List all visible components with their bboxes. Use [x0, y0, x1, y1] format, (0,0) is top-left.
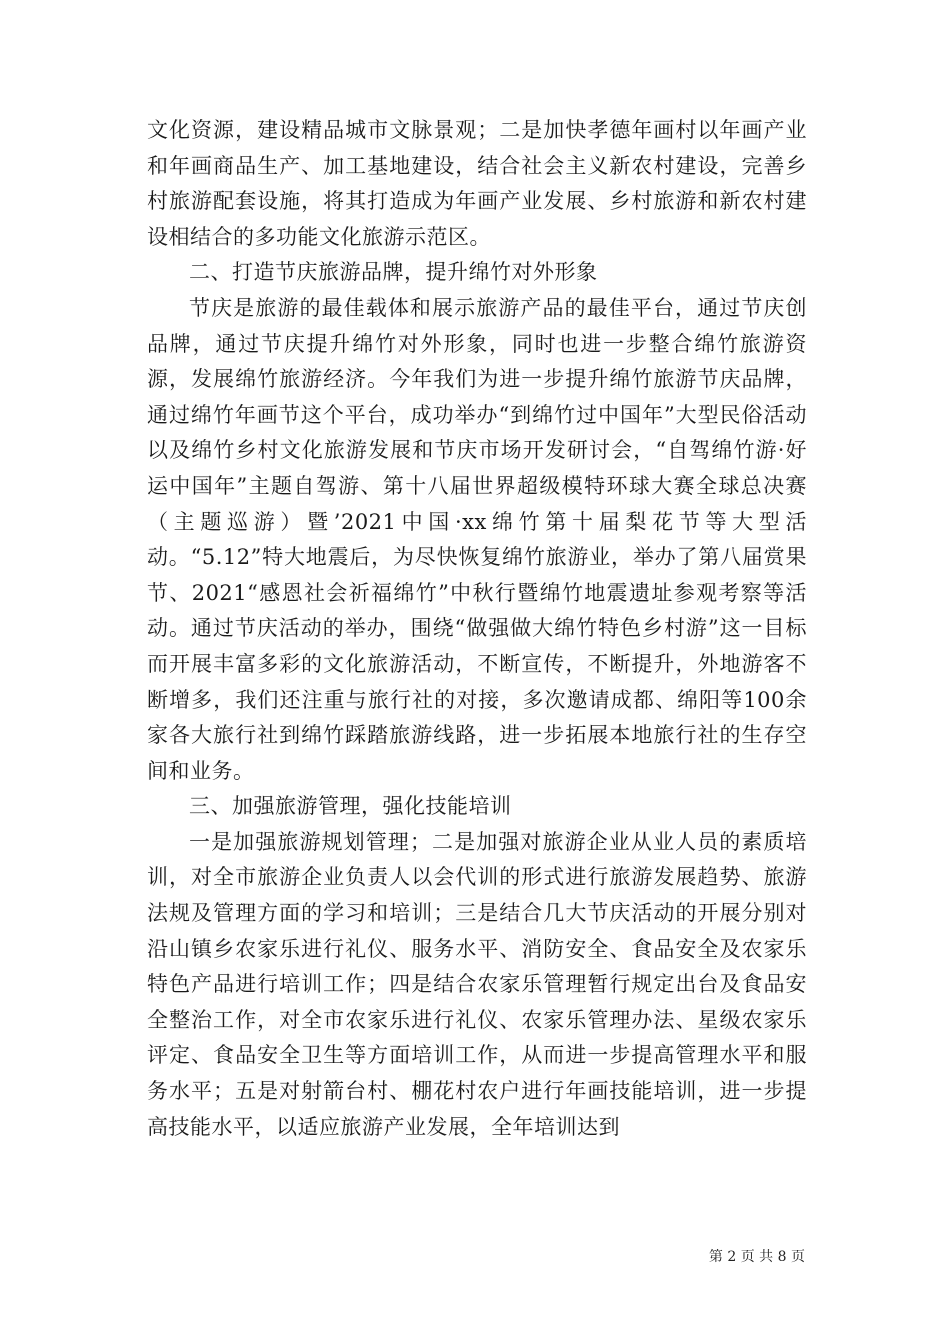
- paragraph-continued: 文化资源，建设精品城市文脉景观；二是加快孝德年画村以年画产业和年画商品生产、加工基地建设，结合社会主义新农村建设，完善乡村旅游配套设施，将其打造成为年画产业发展、乡村旅游和新农村建设相结合的多功能文化旅游示范区。: [147, 118, 807, 249]
- paragraph-festival-tourism: 节庆是旅游的最佳载体和展示旅游产品的最佳平台，通过节庆创品牌，通过节庆提升绵竹对外形象，同时也进一步整合绵竹旅游资源，发展绵竹旅游经济。今年我们为进一步提升绵竹旅游节庆品牌，通过绵竹年画节这个平台，成功举办“到绵竹过中国年”大型民俗活动以及绵竹乡村文化旅游发展和节庆市场开发研讨会，“自驾绵竹游·好运中国年”主题自驾游、第十八届世界超级模特环球大赛全球总决赛（主题巡游）暨’2021中国·xx绵竹第十届梨花节等大型活动。“5.12”特大地震后，为尽快恢复绵竹旅游业，举办了第八届赏果节、2021“感恩社会祈福绵竹”中秋行暨绵竹地震遗址参观考察等活动。通过节庆活动的举办，围绕“做强做大绵竹特色乡村游”这一目标而开展丰富多彩的文化旅游活动，不断宣传，不断提升，外地游客不断增多，我们还注重与旅行社的对接，多次邀请成都、绵阳等100余家各大旅行社到绵竹踩踏旅游线路，进一步拓展本地旅行社的生存空间和业务。: [147, 295, 807, 783]
- paragraph-training: 一是加强旅游规划管理；二是加强对旅游企业从业人员的素质培训，对全市旅游企业负责人以会代训的形式进行旅游发展趋势、旅游法规及管理方面的学习和培训；三是结合几大节庆活动的开展分别对沿山镇乡农家乐进行礼仪、服务水平、消防安全、食品安全及农家乐特色产品进行培训工作；四是结合农家乐管理暂行规定出台及食品安全整治工作，对全市农家乐进行礼仪、农家乐管理办法、星级农家乐评定、食品安全卫生等方面培训工作，从而进一步提高管理水平和服务水平；五是对射箭台村、棚花村农户进行年画技能培训，进一步提高技能水平，以适应旅游产业发展，全年培训达到: [147, 829, 807, 1139]
- section-heading-2: 二、打造节庆旅游品牌，提升绵竹对外形象: [189, 260, 598, 285]
- document-body: [147, 113, 807, 1145]
- section-heading-3: 三、加强旅游管理，强化技能培训: [189, 794, 512, 819]
- page-number: 第 2 页 共 8 页: [708, 1249, 805, 1265]
